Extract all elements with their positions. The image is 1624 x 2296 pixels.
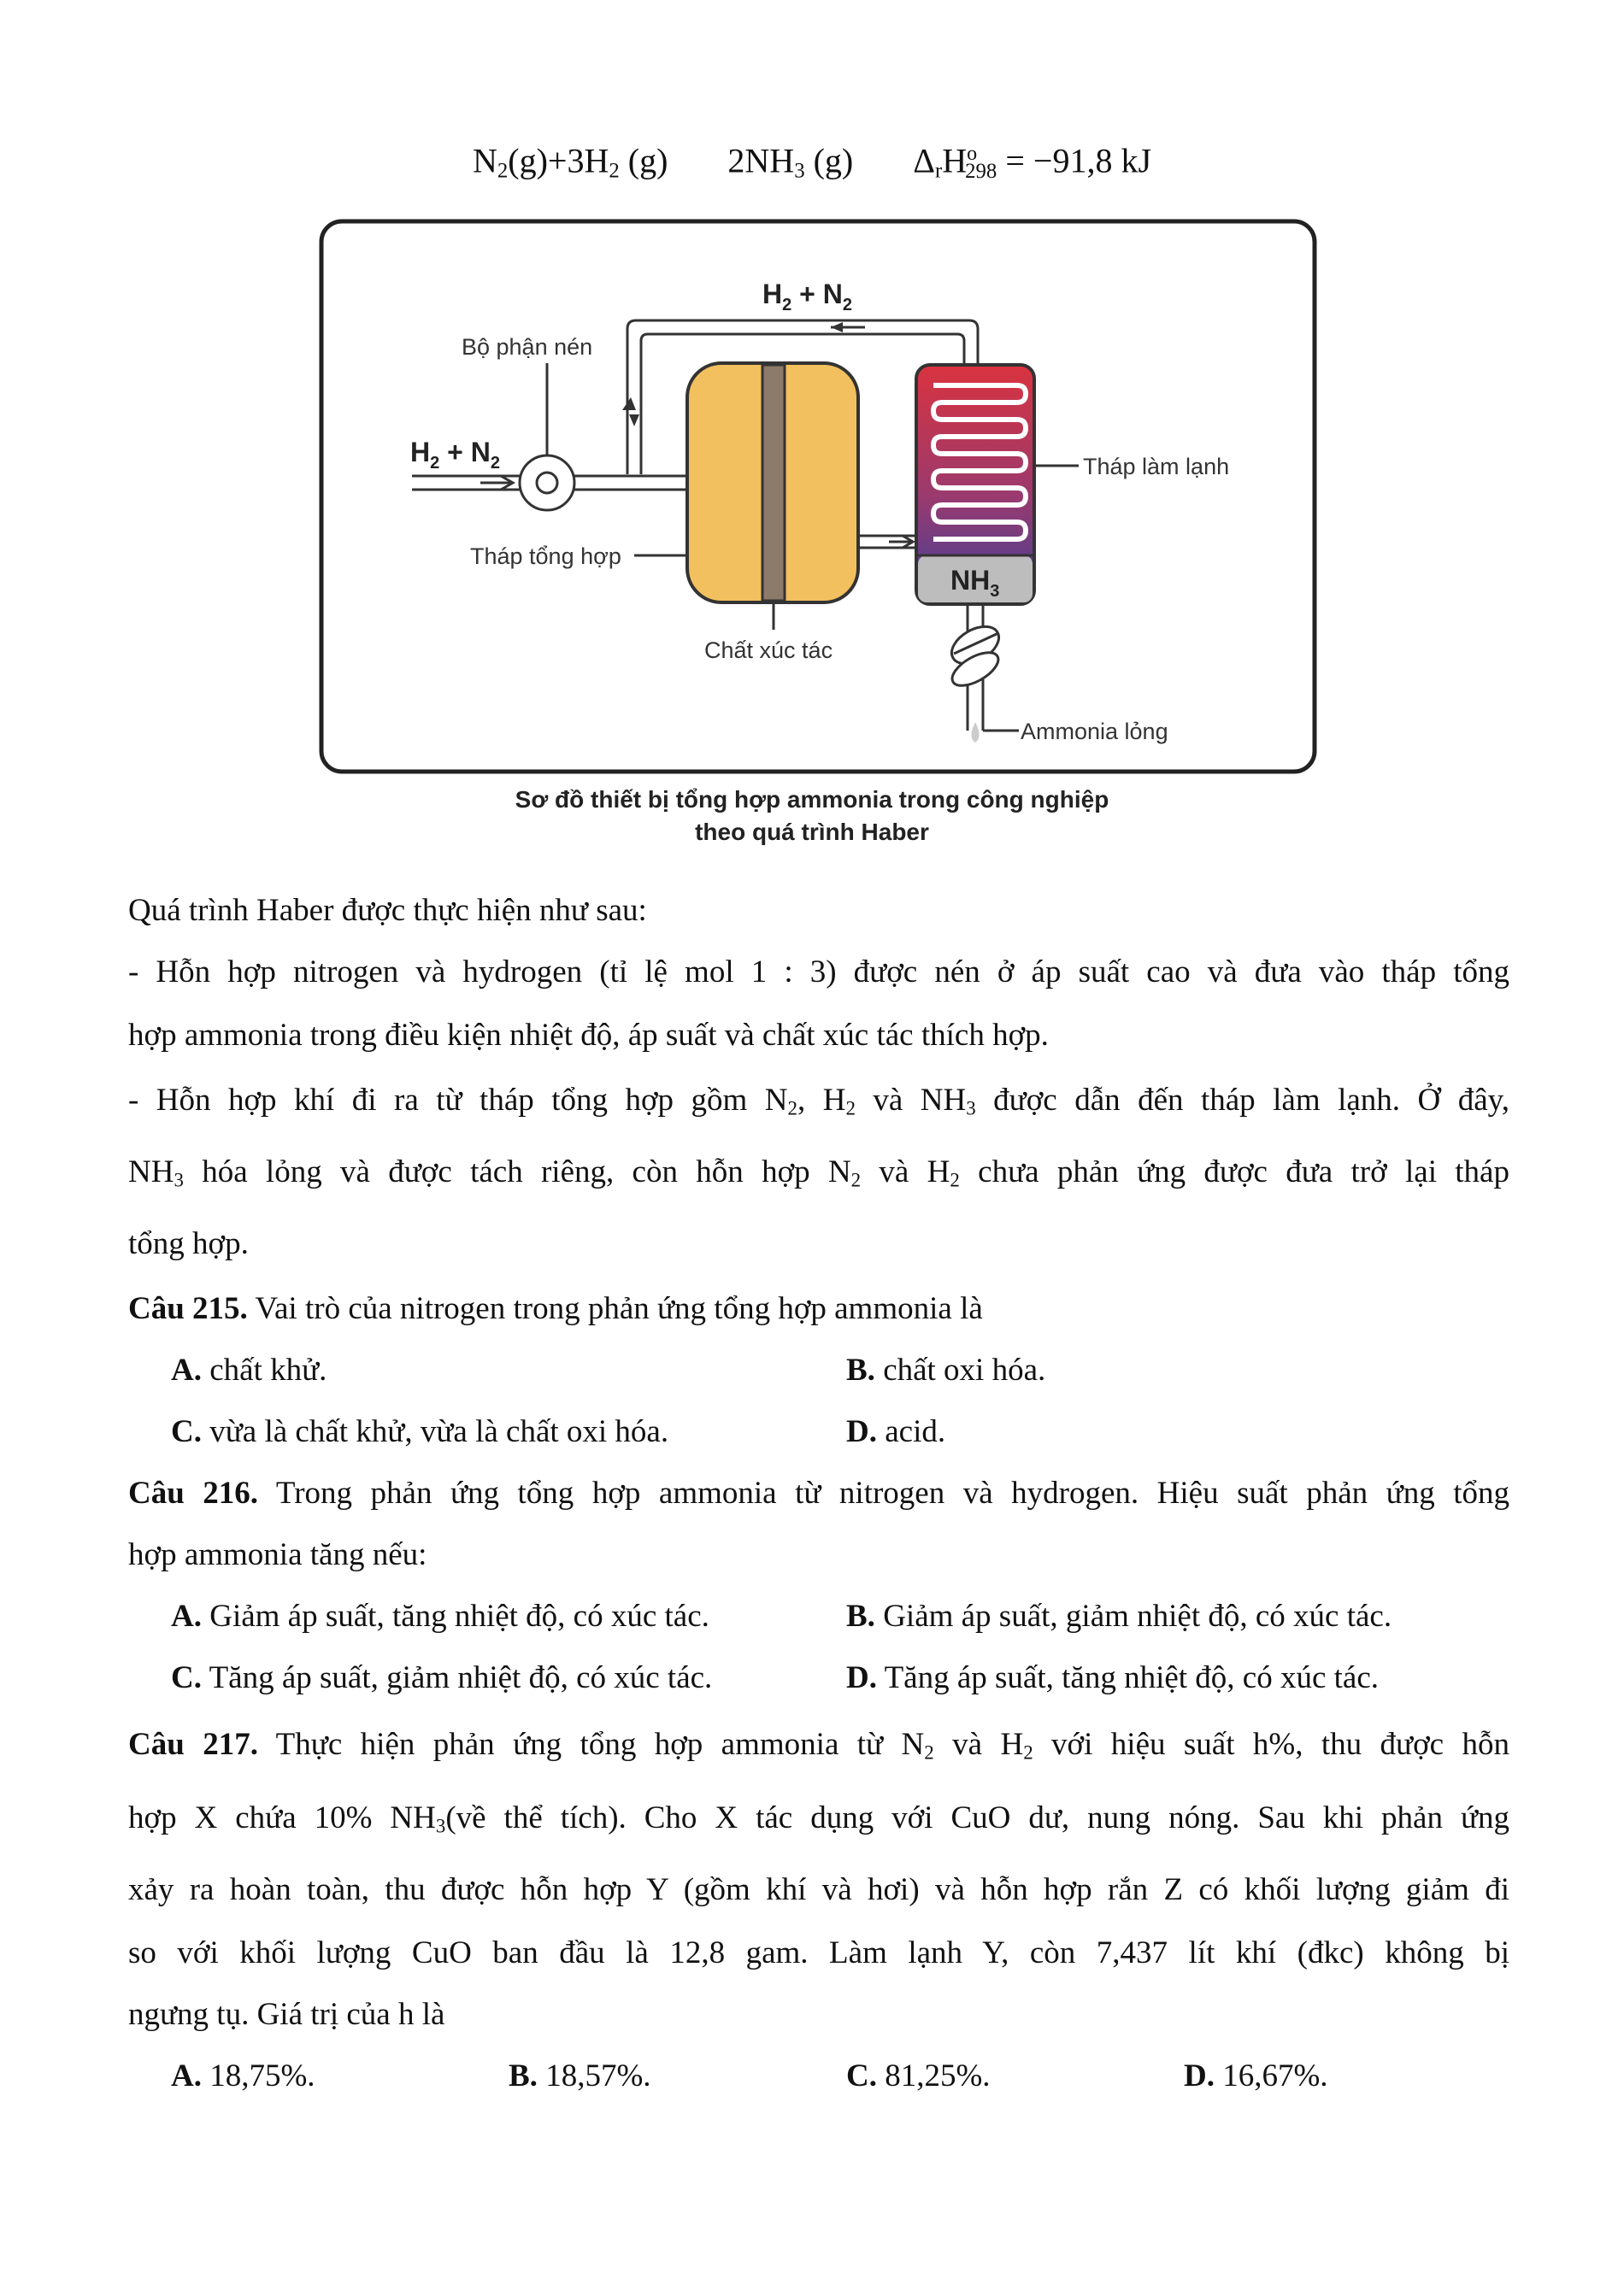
q217-option-a: A. 18,75%.	[171, 2058, 315, 2093]
catalyst-label: Chất xúc tác	[704, 637, 833, 663]
q216-option-b: B. Giảm áp suất, giảm nhiệt độ, có xúc tác.	[846, 1599, 1392, 1634]
q215-option-b: B. chất oxi hóa.	[846, 1353, 1046, 1388]
q215-option-a: A. chất khử.	[171, 1353, 327, 1388]
question-217-line2: hợp X chứa 10% $NH_3(về$ thể tích). Cho X tác dụng với CuO dư, nung nóng. Sau khi phản ứng	[128, 1800, 1509, 1837]
intro-step2-line2: $NH_3$ hóa lỏng và được tách riêng, còn hỗn hợp $N_2$ và $H_2$ chưa phản ứng được đưa trở lại tháp	[128, 1154, 1509, 1191]
question-216-line1: Câu 216. Trong phản ứng tổng hợp ammonia từ nitrogen và hydrogen. Hiệu suất phản ứng tổng	[128, 1476, 1509, 1511]
question-217-line4: so với khối lượng CuO ban đầu là 12,8 gam. Làm lạnh Y, còn 7,437 lít khí (đkc) không bị	[128, 1935, 1509, 1970]
catalyst-bed	[762, 365, 785, 601]
nh3-zone-label: $NH_3$	[950, 565, 1000, 601]
top-flow-label: $H_2 + N_2$	[762, 279, 852, 314]
intro-step1-line2: hợp ammonia trong điều kiện nhiệt độ, áp suất và chất xúc tác thích hợp.	[128, 1018, 1049, 1053]
figure-caption-line1: Sơ đồ thiết bị tổng hợp ammonia trong công nghiệp	[515, 786, 1109, 813]
q216-option-d: D. Tăng áp suất, tăng nhiệt độ, có xúc tác.	[846, 1660, 1380, 1695]
q215-option-d: D. acid.	[846, 1414, 946, 1449]
liquid-ammonia-label: Ammonia lỏng	[1021, 719, 1168, 744]
q217-option-b: B. 18,57%.	[509, 2058, 651, 2093]
q216-option-a: A. Giảm áp suất, tăng nhiệt độ, có xúc tác.	[171, 1599, 709, 1634]
figure-caption-line2: theo quá trình Haber	[695, 819, 929, 845]
q215-option-c: C. vừa là chất khử, vừa là chất oxi hóa.	[171, 1414, 669, 1449]
intro-step2-line3: tổng hợp.	[128, 1226, 249, 1261]
question-217-line1: Câu 217. Thực hiện phản ứng tổng hợp ammonia từ $N_2$ và $H_2$ với hiệu suất h%, thu được hỗn	[128, 1727, 1509, 1764]
compressor-label: Bộ phận nén	[462, 334, 593, 360]
q217-option-c: C. 81,25%.	[846, 2058, 991, 2093]
inlet-label: $H_2 + N_2$	[410, 437, 500, 473]
intro-step2-line1: - Hỗn hợp khí đi ra từ tháp tổng hợp gồm $N_2$, $H_2$ và $NH_3$ được dẫn đến tháp làm lạnh. Ở đây,	[128, 1083, 1509, 1119]
synthesis-tower-label: Tháp tổng hợp	[470, 543, 621, 569]
reaction-equation: $N_2(g)+3H_2$ (g) $2NH_3$ (g) $\Delta_rH^o_{298} = -91,8$ kJ	[472, 141, 1152, 183]
question-217-line5: ngưng tụ. Giá trị của h là	[128, 1997, 445, 2032]
intro-heading: Quá trình Haber được thực hiện như sau:	[128, 893, 647, 928]
intro-step1-line1: - Hỗn hợp nitrogen và hydrogen (tỉ lệ mol 1 : 3) được nén ở áp suất cao và đưa vào tháp tổng	[128, 954, 1509, 989]
question-215: Câu 215. Vai trò của nitrogen trong phản ứng tổng hợp ammonia là	[128, 1291, 983, 1326]
cooling-tower-label: Tháp làm lạnh	[1083, 454, 1230, 479]
haber-process-diagram	[318, 218, 1318, 775]
q216-option-c: C. Tăng áp suất, giảm nhiệt độ, có xúc tác.	[171, 1660, 713, 1695]
question-216-line2: hợp ammonia tăng nếu:	[128, 1537, 427, 1572]
q217-option-d: D. 16,67%.	[1184, 2058, 1328, 2093]
question-217-line3: xảy ra hoàn toàn, thu được hỗn hợp Y (gồm khí và hơi) và hỗn hợp rắn Z có khối lượng giảm đi	[128, 1872, 1509, 1907]
